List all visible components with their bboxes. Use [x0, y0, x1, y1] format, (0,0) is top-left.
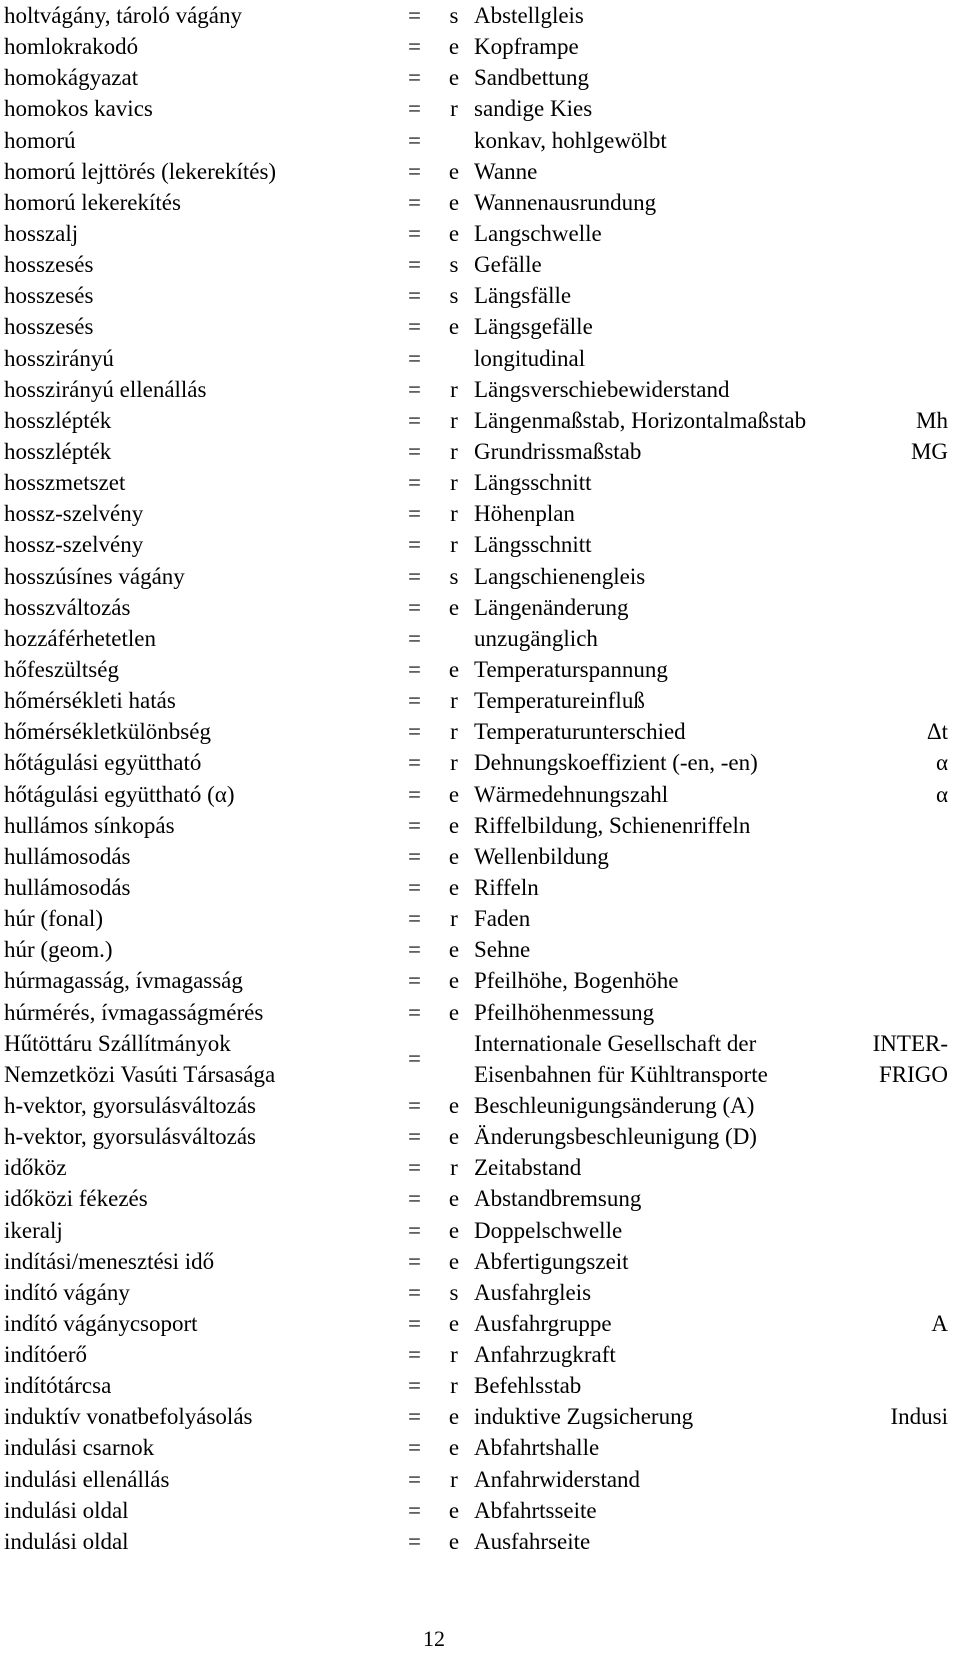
hungarian-term: hossz-szelvény — [4, 501, 144, 527]
gender-marker: e — [448, 314, 460, 340]
equals-sign: = — [408, 1528, 421, 1554]
glossary-row — [4, 872, 954, 903]
hungarian-term: hosszesés — [4, 314, 94, 340]
german-term: Abstandbremsung — [474, 1186, 642, 1212]
gender-marker: e — [448, 781, 460, 807]
german-term: Längsfälle — [474, 283, 572, 309]
gender-marker: r — [450, 1373, 458, 1399]
gender-marker: e — [448, 843, 460, 869]
gender-marker: r — [450, 688, 458, 714]
german-term: Gefälle — [474, 252, 542, 278]
german-term-line: Internationale Gesellschaft der — [474, 1030, 757, 1056]
gender-marker: e — [448, 1404, 460, 1430]
hungarian-term: indulási csarnok — [4, 1435, 155, 1461]
glossary-row — [4, 0, 954, 31]
glossary-row — [4, 1370, 954, 1401]
abbreviation: Indusi — [890, 1404, 948, 1430]
equals-sign: = — [408, 812, 421, 838]
german-term: Sandbettung — [474, 65, 589, 91]
gender-marker: r — [450, 719, 458, 745]
gender-marker: r — [450, 438, 458, 464]
hungarian-term: hőtágulási együttható — [4, 750, 202, 776]
glossary-row — [4, 1432, 954, 1463]
glossary-row — [4, 654, 954, 685]
german-term: Anfahrwiderstand — [474, 1466, 641, 1492]
german-term: Ausfahrseite — [474, 1528, 591, 1554]
gender-marker: s — [449, 252, 459, 278]
hungarian-term: homorú lekerekítés — [4, 189, 181, 215]
glossary-row — [4, 529, 954, 560]
gender-marker: e — [448, 656, 460, 682]
equals-sign: = — [408, 1279, 421, 1305]
german-term: Beschleunigungsänderung (A) — [474, 1092, 755, 1118]
gender-marker: e — [448, 1092, 460, 1118]
abbreviation: α — [935, 750, 948, 776]
equals-sign: = — [408, 220, 421, 246]
gender-marker: s — [449, 283, 459, 309]
glossary-row — [4, 93, 954, 124]
gender-marker: e — [448, 65, 460, 91]
hungarian-term: holtvágány, tároló vágány — [4, 3, 243, 28]
glossary-list — [4, 0, 954, 1557]
page-number: 12 — [423, 1626, 445, 1651]
equals-sign: = — [408, 937, 421, 963]
glossary-row — [4, 747, 954, 778]
german-term: Abfahrtshalle — [474, 1435, 600, 1461]
german-term: Änderungsbeschleunigung (D) — [474, 1124, 757, 1150]
glossary-row — [4, 1308, 954, 1339]
equals-sign: = — [408, 843, 421, 869]
glossary-row — [4, 343, 954, 374]
equals-sign: = — [408, 3, 421, 28]
german-term: Abfertigungszeit — [474, 1248, 629, 1274]
glossary-row — [4, 1495, 954, 1526]
equals-sign: = — [408, 376, 421, 402]
glossary-row — [4, 965, 954, 996]
equals-sign: = — [408, 1248, 421, 1274]
gender-marker: e — [448, 1186, 460, 1212]
german-term-line: Eisenbahnen für Kühltransporte — [474, 1061, 768, 1087]
equals-sign: = — [408, 189, 421, 215]
hungarian-term: hőmérsékleti hatás — [4, 688, 176, 714]
hungarian-term: húrmagasság, ívmagasság — [4, 968, 243, 994]
gender-marker: e — [448, 874, 460, 900]
glossary-row — [4, 1215, 954, 1246]
hungarian-term: hullámos sínkopás — [4, 812, 175, 838]
hungarian-term: homokos kavics — [4, 96, 153, 122]
glossary-row — [4, 716, 954, 747]
glossary-row — [4, 62, 954, 93]
german-term: Temperaturspannung — [474, 656, 668, 682]
glossary-row — [4, 592, 954, 623]
german-term: induktive Zugsicherung — [474, 1404, 694, 1430]
glossary-row — [4, 1183, 954, 1214]
abbreviation: Δt — [926, 719, 948, 745]
german-term: Wannenausrundung — [474, 189, 657, 215]
german-term: konkav, hohlgewölbt — [474, 127, 667, 153]
hungarian-term: indítóerő — [4, 1342, 88, 1368]
equals-sign: = — [408, 1155, 421, 1181]
equals-sign: = — [408, 314, 421, 340]
hungarian-term: hozzáférhetetlen — [4, 625, 156, 651]
gender-marker: e — [448, 594, 460, 620]
abbreviation: MG — [910, 438, 948, 464]
equals-sign: = — [408, 96, 421, 122]
german-term: Anfahrzugkraft — [474, 1342, 616, 1368]
german-term: Riffelbildung, Schienenriffeln — [474, 812, 751, 838]
hungarian-term: induktív vonatbefolyásolás — [4, 1404, 253, 1430]
equals-sign: = — [408, 1092, 421, 1118]
equals-sign: = — [408, 158, 421, 184]
hungarian-term: időköz — [4, 1155, 67, 1181]
hungarian-term: hosszlépték — [4, 407, 112, 433]
glossary-row — [4, 903, 954, 934]
german-term: sandige Kies — [474, 96, 593, 122]
equals-sign: = — [408, 1342, 421, 1368]
equals-sign: = — [408, 501, 421, 527]
german-term — [474, 1028, 768, 1090]
gender-marker: r — [450, 906, 458, 932]
german-term: Riffeln — [474, 874, 539, 900]
equals-sign: = — [408, 781, 421, 807]
gender-marker: s — [449, 3, 459, 28]
equals-sign: = — [408, 594, 421, 620]
equals-sign: = — [408, 1124, 421, 1150]
hungarian-term: hossz-szelvény — [4, 532, 144, 558]
hungarian-term: hosszalj — [4, 220, 79, 246]
german-term: Grundrissmaßstab — [474, 438, 642, 464]
german-term: longitudinal — [474, 345, 586, 371]
glossary-row — [4, 779, 954, 810]
german-term: unzugänglich — [474, 625, 598, 651]
gender-marker: e — [448, 968, 460, 994]
hungarian-term: húr (geom.) — [4, 937, 113, 963]
gender-marker: e — [448, 1217, 460, 1243]
german-term: Temperaturunterschied — [474, 719, 686, 745]
german-term: Ausfahrgleis — [474, 1279, 592, 1305]
german-term: Langschwelle — [474, 220, 602, 246]
gender-marker: e — [448, 220, 460, 246]
glossary-row — [4, 561, 954, 592]
glossary-row — [4, 1152, 954, 1183]
equals-sign: = — [408, 1186, 421, 1212]
german-term: Längenmaßstab, Horizontalmaßstab — [474, 407, 807, 433]
hungarian-term: hőtágulási együttható (α) — [4, 781, 235, 807]
gender-marker: e — [448, 1124, 460, 1150]
gender-marker: s — [449, 563, 459, 589]
gender-marker: r — [450, 1342, 458, 1368]
glossary-row — [4, 685, 954, 716]
gender-marker: r — [450, 532, 458, 558]
equals-sign: = — [408, 65, 421, 91]
gender-marker: r — [450, 750, 458, 776]
equals-sign: = — [408, 874, 421, 900]
glossary-row — [4, 467, 954, 498]
german-term: Abfahrtsseite — [474, 1497, 597, 1523]
glossary-row — [4, 156, 954, 187]
equals-sign: = — [408, 1435, 421, 1461]
equals-sign: = — [408, 719, 421, 745]
gender-marker: r — [450, 376, 458, 402]
german-term: Befehlsstab — [474, 1373, 582, 1399]
gender-marker: r — [450, 96, 458, 122]
german-term: Pfeilhöhenmessung — [474, 999, 655, 1025]
equals-sign: = — [408, 1373, 421, 1399]
german-term: Dehnungskoeffizient (-en, -en) — [474, 750, 758, 776]
german-term: Höhenplan — [474, 501, 575, 527]
hungarian-term: hullámosodás — [4, 874, 131, 900]
equals-sign: = — [408, 127, 421, 153]
glossary-row — [4, 311, 954, 342]
glossary-row — [4, 1090, 954, 1121]
equals-sign: = — [408, 906, 421, 932]
hungarian-term: h-vektor, gyorsulásváltozás — [4, 1092, 257, 1118]
glossary-row — [4, 623, 954, 654]
german-term: Längsschnitt — [474, 470, 592, 496]
hungarian-term: időközi fékezés — [4, 1186, 148, 1212]
equals-sign: = — [408, 438, 421, 464]
abbreviation: α — [935, 781, 948, 807]
hungarian-term: indulási oldal — [4, 1528, 129, 1554]
glossary-row — [4, 31, 954, 62]
equals-sign: = — [408, 1404, 421, 1430]
hungarian-term: hőfeszültség — [4, 656, 119, 682]
hungarian-term: indítási/menesztési idő — [4, 1248, 215, 1274]
gender-marker: r — [450, 1155, 458, 1181]
german-term: Längsgefälle — [474, 314, 593, 340]
equals-sign: = — [408, 1497, 421, 1523]
equals-sign: = — [408, 999, 421, 1025]
gender-marker: s — [449, 1279, 459, 1305]
hungarian-term: hosszváltozás — [4, 594, 131, 620]
german-term: Wärmedehnungszahl — [474, 781, 669, 807]
glossary-row — [4, 405, 954, 436]
glossary-row — [4, 1401, 954, 1432]
equals-sign: = — [408, 532, 421, 558]
gender-marker: r — [450, 1466, 458, 1492]
glossary-row — [4, 1277, 954, 1308]
glossary-row — [4, 436, 954, 467]
german-term: Temperatureinfluß — [474, 688, 645, 714]
abbreviation: A — [931, 1310, 948, 1336]
german-term: Faden — [474, 906, 531, 932]
equals-sign: = — [408, 656, 421, 682]
glossary-row — [4, 810, 954, 841]
glossary-row — [4, 498, 954, 529]
hungarian-term: indulási oldal — [4, 1497, 129, 1523]
gender-marker: e — [448, 189, 460, 215]
glossary-row — [4, 997, 954, 1028]
gender-marker: e — [448, 812, 460, 838]
german-term: Wanne — [474, 158, 538, 184]
hungarian-term: hosszirányú ellenállás — [4, 376, 207, 402]
gender-marker: e — [448, 937, 460, 963]
equals-sign: = — [408, 1310, 421, 1336]
hungarian-term: hosszesés — [4, 252, 94, 278]
german-term: Wellenbildung — [474, 843, 609, 869]
equals-sign: = — [408, 563, 421, 589]
hungarian-term: ikeralj — [4, 1217, 63, 1243]
equals-sign: = — [408, 252, 421, 278]
hungarian-term: indulási ellenállás — [4, 1466, 170, 1492]
equals-sign: = — [408, 688, 421, 714]
glossary-row — [4, 1464, 954, 1495]
gender-marker: r — [450, 501, 458, 527]
hungarian-term: hosszesés — [4, 283, 94, 309]
hungarian-term: húr (fonal) — [4, 906, 103, 932]
german-term: Langschienengleis — [474, 563, 646, 589]
hungarian-term: hosszmetszet — [4, 470, 126, 496]
equals-sign: = — [408, 1466, 421, 1492]
german-term: Zeitabstand — [474, 1155, 582, 1181]
hungarian-term: hosszlépték — [4, 438, 112, 464]
glossary-row — [4, 1526, 954, 1557]
hungarian-term: hosszirányú — [4, 345, 114, 371]
hungarian-term-line: Hűtöttáru Szállítmányok — [4, 1030, 231, 1056]
hungarian-term: húrmérés, ívmagasságmérés — [4, 999, 264, 1025]
hungarian-term: h-vektor, gyorsulásváltozás — [4, 1124, 257, 1150]
glossary-row — [4, 374, 954, 405]
gender-marker: r — [450, 470, 458, 496]
equals-sign: = — [408, 283, 421, 309]
equals-sign: = — [408, 34, 421, 60]
glossary-row — [4, 1121, 954, 1152]
glossary-row — [4, 187, 954, 218]
abbreviation: Mh — [916, 407, 948, 433]
glossary-row — [4, 218, 954, 249]
german-term: Ausfahrgruppe — [474, 1310, 612, 1336]
hungarian-term — [4, 1028, 275, 1090]
glossary-row — [4, 249, 954, 280]
gender-marker: e — [448, 1435, 460, 1461]
glossary-row — [4, 934, 954, 965]
gender-marker: e — [448, 1248, 460, 1274]
abbreviation-line: INTER- — [872, 1030, 948, 1056]
gender-marker: e — [448, 34, 460, 60]
german-term: Sehne — [474, 937, 531, 963]
hungarian-term: indítótárcsa — [4, 1373, 112, 1399]
equals-sign: = — [408, 750, 421, 776]
gender-marker: e — [448, 158, 460, 184]
abbreviation — [873, 1028, 948, 1090]
abbreviation-line: FRIGO — [878, 1061, 948, 1087]
equals-sign: = — [408, 1045, 421, 1071]
glossary-row — [4, 280, 954, 311]
german-term: Pfeilhöhe, Bogenhöhe — [474, 968, 679, 994]
german-term: Längsschnitt — [474, 532, 592, 558]
glossary-row — [4, 841, 954, 872]
equals-sign: = — [408, 1217, 421, 1243]
hungarian-term: indító vágánycsoport — [4, 1310, 198, 1336]
hungarian-term: homorú lejttörés (lekerekítés) — [4, 158, 277, 184]
gender-marker: e — [448, 1528, 460, 1554]
equals-sign: = — [408, 968, 421, 994]
german-term: Längsverschiebewiderstand — [474, 376, 730, 402]
equals-sign: = — [408, 625, 421, 651]
german-term: Doppelschwelle — [474, 1217, 623, 1243]
gender-marker: e — [448, 1497, 460, 1523]
glossary-row — [4, 125, 954, 156]
hungarian-term: homorú — [4, 127, 76, 153]
hungarian-term: hosszúsínes vágány — [4, 563, 185, 589]
german-term: Kopframpe — [474, 34, 579, 60]
hungarian-term: hőmérsékletkülönbség — [4, 719, 211, 745]
equals-sign: = — [408, 407, 421, 433]
hungarian-term: hullámosodás — [4, 843, 131, 869]
glossary-row — [4, 1246, 954, 1277]
hungarian-term-line: Nemzetközi Vasúti Társasága — [4, 1061, 276, 1087]
german-term: Längenänderung — [474, 594, 629, 620]
gender-marker: e — [448, 999, 460, 1025]
hungarian-term: homokágyazat — [4, 65, 139, 91]
gender-marker: r — [450, 407, 458, 433]
german-term: Abstellgleis — [474, 3, 584, 28]
glossary-row — [4, 1339, 954, 1370]
glossary-row — [4, 1028, 954, 1090]
hungarian-term: homlokrakodó — [4, 34, 139, 60]
equals-sign: = — [408, 470, 421, 496]
gender-marker: e — [448, 1310, 460, 1336]
equals-sign: = — [408, 345, 421, 371]
hungarian-term: indító vágány — [4, 1279, 130, 1305]
